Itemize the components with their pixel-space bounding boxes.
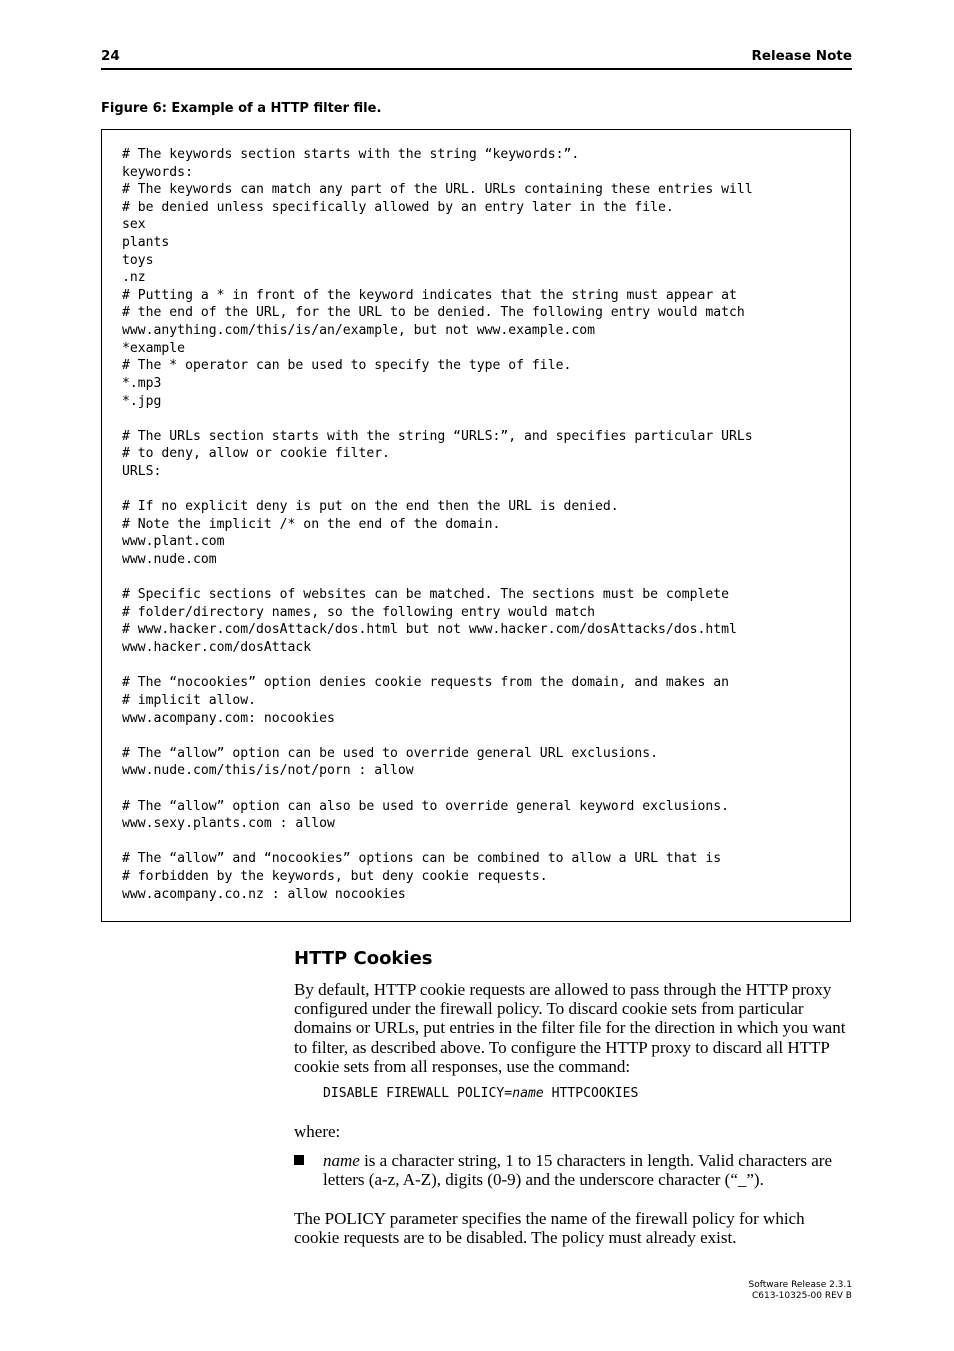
code-line: URLS: (122, 463, 162, 479)
command-prefix: DISABLE FIREWALL POLICY= (323, 1086, 513, 1101)
code-line: keywords: (122, 164, 193, 180)
code-line: *.mp3 (122, 375, 162, 391)
code-line: # The “allow” option can be used to override general URL exclusions. (122, 745, 659, 761)
code-line: www.hacker.com/dosAttack (122, 640, 312, 656)
page-number: 24 (101, 48, 120, 64)
code-line (122, 657, 753, 675)
command-parameter: name (512, 1086, 544, 1101)
code-line: # The URLs section starts with the string “URLS:”, and specifies particular URLs (122, 428, 753, 444)
policy-paragraph: The POLICY parameter specifies the name of the firewall policy for which cookie requests are to be disabled. The policy must already exist. (294, 1209, 805, 1248)
code-line: www.sexy.plants.com : allow (122, 816, 335, 832)
code-line (122, 727, 753, 745)
code-line: www.anything.com/this/is/an/example, but not www.example.com (122, 323, 595, 339)
code-line: plants (122, 235, 170, 251)
code-line: *example (122, 340, 186, 356)
code-line: # forbidden by the keywords, but deny cookie requests. (122, 868, 548, 884)
code-line: www.nude.com (122, 552, 217, 568)
code-example-box (101, 129, 851, 922)
code-line: # The * operator can be used to specify the type of file. (122, 358, 572, 374)
code-line: www.acompany.com: nocookies (122, 710, 335, 726)
code-line: www.plant.com (122, 534, 225, 550)
code-line: # The “allow” and “nocookies” options can be combined to allow a URL that is (122, 851, 722, 867)
code-line: # Putting a * in front of the keyword indicates that the string must appear at (122, 287, 737, 303)
code-line (122, 481, 753, 499)
code-line: # the end of the URL, for the URL to be denied. The following entry would match (122, 305, 745, 321)
where-label: where: (294, 1122, 341, 1141)
command-example (323, 1086, 638, 1101)
code-line (122, 833, 753, 851)
code-line: # If no explicit deny is put on the end then the URL is denied. (122, 499, 619, 515)
footer-release: Software Release 2.3.1 (748, 1280, 852, 1290)
code-line: .nz (122, 270, 146, 286)
code-line: sex (122, 217, 146, 233)
bullet-square-icon (294, 1155, 304, 1165)
code-line: # Note the implicit /* on the end of the domain. (122, 516, 501, 532)
code-line: # The “allow” option can also be used to override general keyword exclusions. (122, 798, 729, 814)
code-line: # The keywords can match any part of the URL. URLs containing these entries will (122, 182, 753, 198)
bullet-term: name (323, 1151, 360, 1170)
code-line: # implicit allow. (122, 692, 257, 708)
code-line: # The keywords section starts with the string “keywords:”. (122, 147, 580, 162)
document-title: Release Note (751, 48, 852, 64)
code-line: # www.hacker.com/dosAttack/dos.html but not www.hacker.com/dosAttacks/dos.html (122, 622, 737, 638)
page-footer (749, 1280, 852, 1302)
section-heading: HTTP Cookies (294, 948, 433, 969)
code-line: # The “nocookies” option denies cookie requests from the domain, and makes an (122, 675, 729, 691)
intro-paragraph: By default, HTTP cookie requests are allowed to pass through the HTTP proxy configured under the firewall policy. To discard cookie sets from particular domains or URLs, put entries in the filter file for the direction in which you want to filter, as described above. To configure the HTTP proxy to discard all HTTP cookie sets from all responses, use the command: (294, 980, 846, 1076)
page-header (101, 48, 852, 70)
code-line (122, 780, 753, 798)
figure-caption: Figure 6: Example of a HTTP filter file. (101, 101, 382, 116)
code-line: *.jpg (122, 393, 162, 409)
code-line (122, 569, 753, 587)
code-line: # Specific sections of websites can be matched. The sections must be complete (122, 587, 729, 603)
code-line: www.nude.com/this/is/not/porn : allow (122, 763, 414, 779)
code-lines (122, 146, 753, 903)
code-line: toys (122, 252, 154, 268)
footer-doc-number: C613-10325-00 REV B (751, 1291, 852, 1301)
command-suffix: HTTPCOOKIES (543, 1086, 639, 1101)
code-line: # folder/directory names, so the following entry would match (122, 604, 595, 620)
code-line (122, 410, 753, 428)
code-line: # be denied unless specifically allowed by an entry later in the file. (122, 199, 674, 215)
bullet-item (323, 1151, 853, 1189)
bullet-description: is a character string, 1 to 15 characters in length. Valid characters are letters (a-z, A-Z), digits (0-9) and the underscore character (“_”). (323, 1151, 833, 1190)
code-line: www.acompany.co.nz : allow nocookies (122, 886, 406, 902)
code-line: # to deny, allow or cookie filter. (122, 446, 391, 462)
